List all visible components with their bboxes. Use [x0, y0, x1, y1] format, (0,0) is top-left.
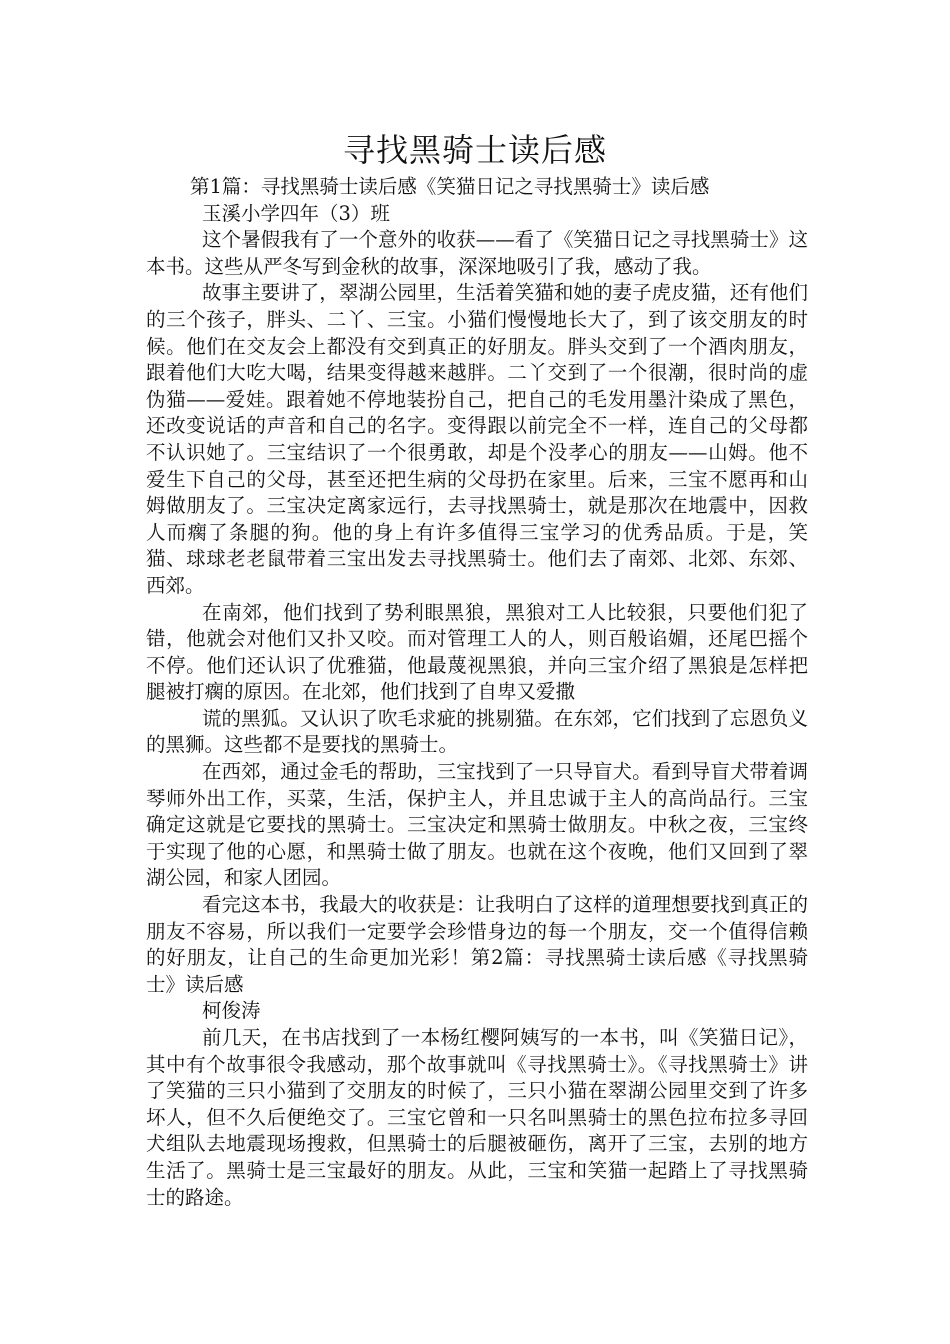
document-title: 寻找黑骑士读后感: [342, 131, 607, 169]
paragraph: 谎的黑狐。又认识了吹毛求疵的挑剔猫。在东郊，它们找到了忘恩负义的黑狮。这些都不是要找的黑骑士。: [146, 706, 808, 757]
paragraph: 前几天，在书店找到了一本杨红樱阿姨写的一本书，叫《笑猫日记》，其中有个故事很令我感动，那个故事就叫《寻找黑骑士》。《寻找黑骑士》讲了笑猫的三只小猫到了交朋友的时候了，三只小猫在翠湖公园里交到了许多坏人，但不久后便绝交了。三宝它曾和一只名叫黑骑士的黑色拉布拉多寻回犬组队去地震现场搜救，但黑骑士的后腿被砸伤，离开了三宝，去别的地方生活了。黑骑士是三宝最好的朋友。从此，三宝和笑猫一起踏上了寻找黑骑士的路途。: [146, 1026, 808, 1209]
section-1-author: 玉溪小学四年（3）班: [202, 201, 390, 225]
section-2-author: 柯俊涛: [202, 999, 261, 1023]
section-1-heading: 第1篇：寻找黑骑士读后感《笑猫日记之寻找黑骑士》读后感: [190, 175, 710, 198]
document-body: [146, 174, 808, 1211]
paragraph: 看完这本书，我最大的收获是：让我明白了这样的道理想要找到真正的朋友不容易，所以我们一定要学会珍惜身边的每一个朋友，交一个值得信赖的好朋友，让自己的生命更加光彩！第2篇：寻找黑骑士读后感《寻找黑骑士》读后感: [146, 893, 808, 996]
paragraph: 这个暑假我有了一个意外的收获——看了《笑猫日记之寻找黑骑士》这本书。这些从严冬写到金秋的故事，深深地吸引了我，感动了我。: [146, 228, 808, 278]
paragraph: 在西郊，通过金毛的帮助，三宝找到了一只导盲犬。看到导盲犬带着调琴师外出工作，买菜，生活，保护主人，并且忠诚于主人的高尚品行。三宝确定这就是它要找的黑骑士。三宝决定和黑骑士做朋友。中秋之夜，三宝终于实现了他的心愿，和黑骑士做了朋友。也就在这个夜晚，他们又回到了翠湖公园，和家人团园。: [146, 760, 808, 890]
paragraph: 在南郊，他们找到了势利眼黑狼，黑狼对工人比较狠，只要他们犯了错，他就会对他们又扑又咬。而对管理工人的人，则百般谄媚，还尾巴摇个不停。他们还认识了优雅猫，他最蔑视黑狼，并向三宝介绍了黑狼是怎样把腿被打瘸的原因。在北郊，他们找到了自卑又爱撒: [146, 600, 808, 704]
paragraph: 故事主要讲了，翠湖公园里，生活着笑猫和她的妻子虎皮猫，还有他们的三个孩子，胖头、二丫、三宝。小猫们慢慢地长大了，到了该交朋友的时候。他们在交友会上都没有交到真正的好朋友。胖头交到了一个酒肉朋友，跟着他们大吃大喝，结果变得越来越胖。二丫交到了一个很潮，很时尚的虚伪猫——爱娃。跟着她不停地装扮自己，把自己的毛发用墨汁染成了黑色，还改变说话的声音和自己的名字。变得跟以前完全不一样，连自己的父母都不认识她了。三宝结识了一个很勇敢，却是个没孝心的朋友——山姆。他不爱生下自己的父母，甚至还把生病的父母扔在家里。后来，三宝不愿再和山姆做朋友了。三宝决定离家远行，去寻找黑骑士，就是那次在地震中，因救人而瘸了条腿的狗。他的身上有许多值得三宝学习的优秀品质。于是，笑猫、球球老老鼠带着三宝出发去寻找黑骑士。他们去了南郊、北郊、东郊、西郊。: [146, 281, 808, 597]
